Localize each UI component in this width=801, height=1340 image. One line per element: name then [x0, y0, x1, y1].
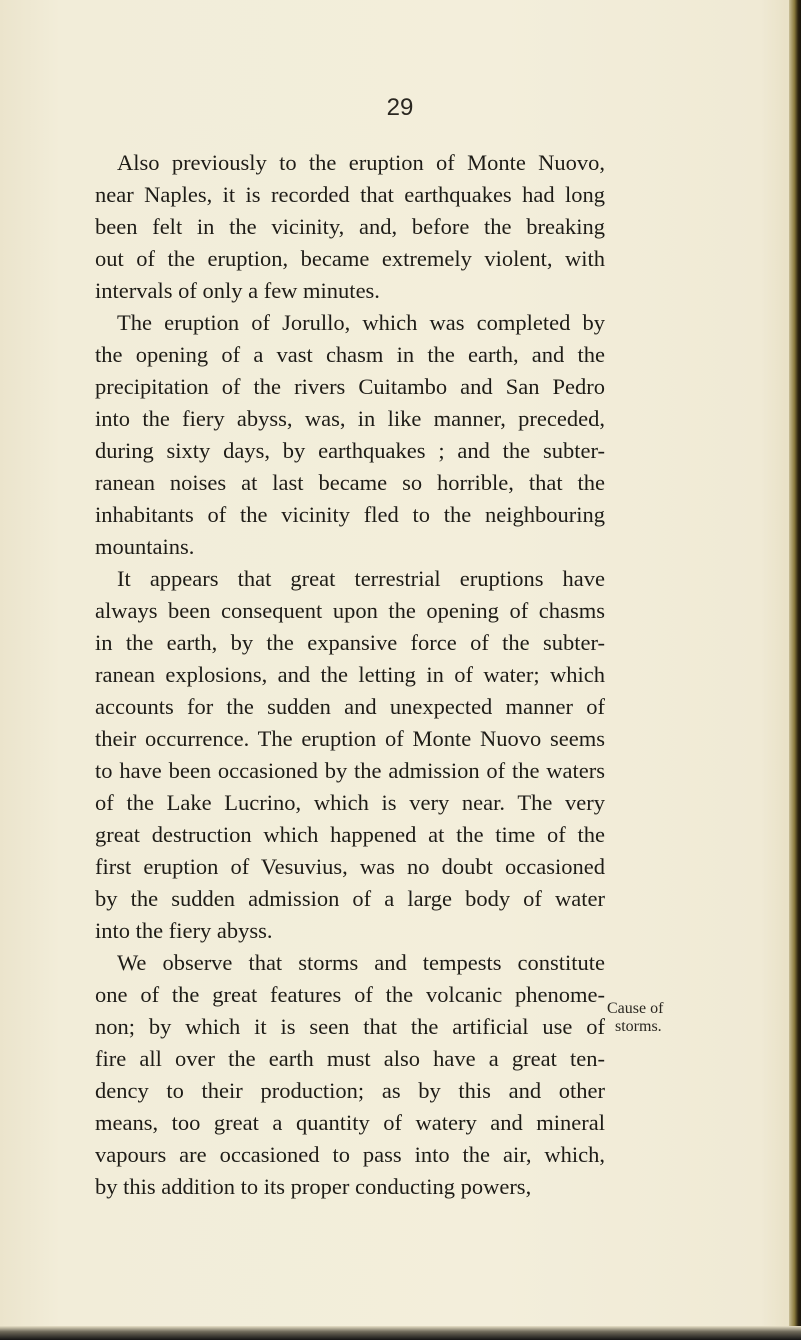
text-line: non; by which it is seen that the artificial use of [95, 1014, 605, 1039]
text-line: ranean explosions, and the letting in of water; which [95, 662, 605, 687]
text-line: out of the eruption, became extremely violent, with [95, 246, 605, 271]
margin-note [607, 1000, 687, 1036]
page-edge-shadow [789, 0, 801, 1340]
text-line: their occurrence. The eruption of Monte Nuovo seems [95, 726, 605, 751]
margin-note-line: storms. [615, 1018, 662, 1035]
text-line: been felt in the vicinity, and, before the breaking [95, 214, 605, 239]
text-line: by this addition to its proper conducting powers, [95, 1174, 532, 1199]
text-line: near Naples, it is recorded that earthquakes had long [95, 182, 605, 207]
text-line: Also previously to the eruption of Monte Nuovo, [117, 150, 605, 175]
text-line: the opening of a vast chasm in the earth, and the [95, 342, 605, 367]
text-line: by the sudden admission of a large body of water [95, 886, 605, 911]
text-line: mountains. [95, 534, 195, 559]
page-number: 29 [386, 94, 414, 121]
text-line: first eruption of Vesuvius, was no doubt occasioned [95, 854, 605, 879]
text-line: in the earth, by the expansive force of the subter- [95, 630, 605, 655]
text-line: ranean noises at last became so horrible, that the [95, 470, 605, 495]
text-line: accounts for the sudden and unexpected manner of [95, 694, 605, 719]
text-line: fire all over the earth must also have a great ten- [95, 1046, 605, 1071]
page-bottom-shadow [0, 1326, 801, 1340]
body-text [95, 147, 605, 1203]
text-line: inhabitants of the vicinity fled to the neighbouring [95, 502, 605, 527]
margin-note-line: Cause of [607, 1000, 664, 1017]
text-line: The eruption of Jorullo, which was completed by [117, 310, 605, 335]
text-line: vapours are occasioned to pass into the air, which, [95, 1142, 605, 1167]
text-line: into the fiery abyss. [95, 918, 273, 943]
text-line: during sixty days, by earthquakes ; and the subter- [95, 438, 605, 463]
text-line: It appears that great terrestrial eruptions have [117, 566, 605, 591]
text-line: means, too great a quantity of watery and mineral [95, 1110, 605, 1135]
text-line: of the Lake Lucrino, which is very near. The very [95, 790, 605, 815]
text-line: We observe that storms and tempests constitute [117, 950, 605, 975]
text-line: to have been occasioned by the admission of the waters [95, 758, 605, 783]
text-line: one of the great features of the volcanic phenome- [95, 982, 605, 1007]
text-line: intervals of only a few minutes. [95, 278, 380, 303]
text-line: always been consequent upon the opening of chasms [95, 598, 605, 623]
text-line: into the fiery abyss, was, in like manner, preceded, [95, 406, 605, 431]
text-line: great destruction which happened at the time of the [95, 822, 605, 847]
text-line: dency to their production; as by this and other [95, 1078, 605, 1103]
text-line: precipitation of the rivers Cuitambo and San Pedro [95, 374, 605, 399]
